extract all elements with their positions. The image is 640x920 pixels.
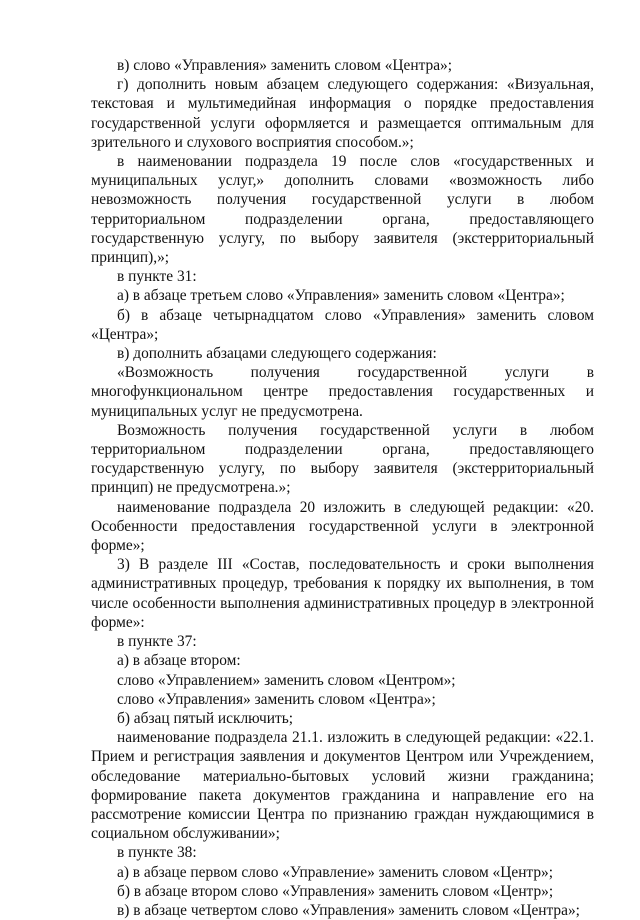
paragraph: в наименовании подраздела 19 после слов «государственных и муниципальных услуг,» дополнить словами «возможность либо невозможность получения государственной услуги в любом территориальном подразделении органа, предоставляющего государственную услугу, по выбору заявителя (экстерриториальный принцип),»; bbox=[91, 153, 594, 267]
paragraph: б) в абзаце четырнадцатом слово «Управления» заменить словом «Центра»; bbox=[91, 306, 594, 343]
paragraph: в пункте 38: bbox=[117, 844, 197, 862]
paragraph: б) абзац пятый исключить; bbox=[117, 709, 294, 727]
paragraph: в) слово «Управления» заменить словом «Центра»; bbox=[117, 57, 453, 74]
paragraph: в пункте 37: bbox=[117, 633, 197, 651]
paragraph: в пункте 31: bbox=[117, 268, 197, 286]
paragraph: г) дополнить новым абзацем следующего содержания: «Визуальная, текстовая и мультимедийная информация о порядке предоставления государственной услуги оформляется и размещается оптимальным для зрительного и слухового восприятия способом.»; bbox=[91, 76, 594, 151]
paragraph: б) в абзаце втором слово «Управления» заменить словом «Центр»; bbox=[117, 882, 554, 900]
paragraph: в) в абзаце четвертом слово «Управления» заменить словом «Центра»; bbox=[117, 901, 580, 919]
document-body bbox=[91, 56, 594, 920]
paragraph: «Возможность получения государственной услуги в многофункциональном центре предоставления государственных и муниципальных услуг не предусмотрена. bbox=[91, 364, 594, 420]
paragraph: наименование подраздела 20 изложить в следующей редакции: «20. Особенности предоставления государственной услуги в электронной форме»; bbox=[91, 498, 594, 555]
paragraph: слово «Управления» заменить словом «Центра»; bbox=[117, 690, 436, 708]
paragraph: Возможность получения государственной услуги в любом территориальном подразделении органа, предоставляющего государственную услугу, по выбору заявителя (экстерриториальный принцип) не предусмотрена.»; bbox=[91, 421, 594, 497]
paragraph: слово «Управлением» заменить словом «Центром»; bbox=[117, 671, 456, 689]
paragraph: в) дополнить абзацами следующего содержания: bbox=[117, 345, 437, 363]
paragraph: а) в абзаце втором: bbox=[117, 652, 241, 670]
paragraph: а) в абзаце третьем слово «Управления» заменить словом «Центра»; bbox=[117, 287, 565, 305]
paragraph: наименование подраздела 21.1. изложить в следующей редакции: «22.1. Прием и регистрация заявления и документов Центром или Учреждением, обследование материально-бытовых условий жизни гражданина; формирование пакета документов гражданина и направление его на рассмотрение комиссии Центра по признанию граждан нуждающимися в социальном обслуживании»; bbox=[91, 729, 594, 843]
paragraph: а) в абзаце первом слово «Управление» заменить словом «Центр»; bbox=[117, 863, 554, 881]
paragraph: 3) В разделе III «Состав, последовательность и сроки выполнения административных процедур, требования к порядку их выполнения, в том числе особенности выполнения административных процедур в электронной форме»: bbox=[91, 556, 594, 631]
